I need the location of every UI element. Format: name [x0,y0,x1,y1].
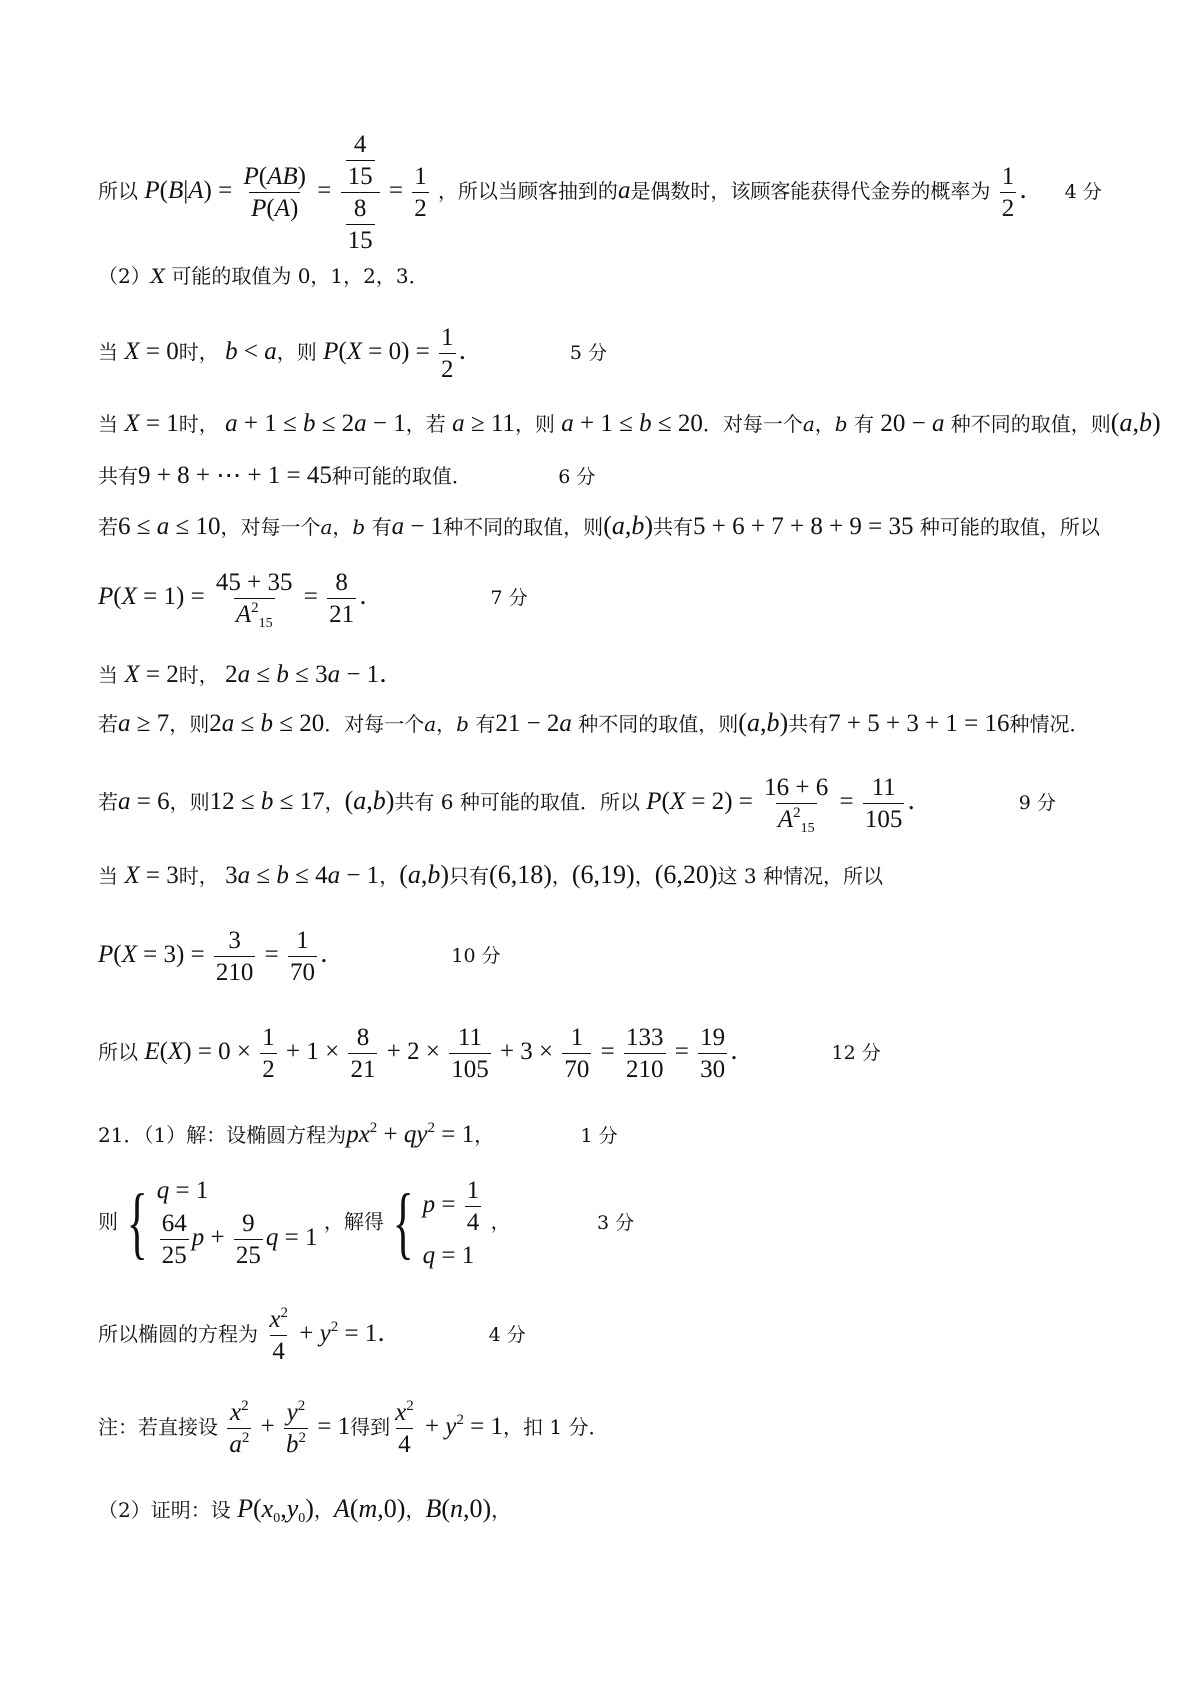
score: 5 分 [569,342,608,365]
text: 所以椭圆的方程为 [98,1322,258,1347]
text: ，则 [514,412,555,436]
text: 共有 6 种可能的取值．所以 [394,790,640,815]
score: 12 分 [831,1042,881,1065]
score: 4 分 [488,1324,526,1347]
text: ．对每一个 [324,712,425,736]
score: 3 分 [596,1211,635,1234]
text: 种可能的取值． [331,464,472,488]
text: 可能的取值为 0，1，2，3． [171,264,429,288]
line-x-2: 当 X = 2时， 2a ≤ b ≤ 3a − 1． [98,661,405,688]
text: ，则 [169,790,210,815]
text: 这 3 种情况，所以 [717,864,883,888]
formula-p-b-given-a: P(B|A) = $\frac{P(AB)}{P(A)}$ = $\frac{\frac{4}{15}}{\frac{8}{15}}$ = $\frac{1}{2}$ [144,131,427,254]
text: 当 [98,663,118,687]
text: 只有 [449,864,490,888]
text: （2） [98,264,151,288]
text: 当 [98,340,118,365]
line-expectation: 所以 E(X) = 0 × $\frac{1}{2}$ + 1 × $\frac{8}{21}$ + 2 × $\frac{11}{105}$ + 3 × $\frac{1}{70}$ = $\frac{133}{210}$ = $\frac{19}{30}$ ． 12 分 [98,1024,881,1083]
text: 时， [178,340,219,365]
line-count-35: 若6 ≤ a ≤ 10，对每一个a，b 有a − 1种不同的取值，则(a,b)共有5 + 6 + 7 + 8 + 9 = 35 种可能的取值，所以 [98,511,1100,540]
line-count-45: 共有9 + 8 + ⋯ + 1 = 45种可能的取值． 6 分 [98,462,596,489]
text: 若 [98,515,118,539]
text: ， [634,864,655,888]
line-x-values: （2）X 可能的取值为 0，1，2，3． [98,264,429,288]
line-count-16: 若a ≥ 7，则2a ≤ b ≤ 20．对每一个a，b 有21 − 2a 种不同的取值，则(a,b)共有7 + 5 + 3 + 1 = 16种情况． [98,708,1090,737]
text: ，对每一个 [220,515,321,539]
text: 若 [98,790,118,815]
line-proof: （2）证明：设 $P(x_0,y_0)$，A(m,0)，B(n,0)， [98,1494,512,1526]
text: 当 [98,864,118,888]
text: 21．（1）解：设椭圆方程为 [98,1123,347,1147]
line-x-3: 当 X = 3时， 3a ≤ b ≤ 4a − 1，(a,b)只有(6,18)，(6,19)，(6,20)这 3 种情况，所以 [98,860,883,889]
text: 有 [475,712,496,736]
text: ，则 [169,712,210,736]
text: ， [324,790,345,815]
text: 则 [98,1209,118,1234]
text: 有 [853,412,874,436]
score: 1 分 [580,1125,618,1147]
text: 是偶数时，该顾客能获得代金券的概率为 [630,179,991,204]
score: 7 分 [490,587,528,610]
text: 时， [178,412,219,436]
text: 时， [178,864,219,888]
text: 时， [178,663,219,687]
text: 所以 [98,1040,138,1065]
text: ， [474,1123,495,1147]
text: 有 [371,515,392,539]
text: ， [551,864,572,888]
text: 所以 [98,179,138,204]
text: ，则 [276,340,317,365]
score: 6 分 [558,466,596,488]
line-x-1: 当 X = 1时， a + 1 ≤ b ≤ 2a − 1，若 a ≥ 11，则 a + 1 ≤ b ≤ 20．对每一个a，b 有 20 − a 种不同的取值，则(a,b) [98,408,1161,437]
line-p-x-3: P(X = 3) = $\frac{3}{210}$ = $\frac{1}{70}$ ． 10 分 [98,927,501,986]
text: ，若 [405,412,446,436]
text: ， [436,712,457,736]
text: 种不同的取值，则 [443,515,604,539]
text: （2）证明：设 [98,1498,231,1522]
line-q21-ellipse: 21．（1）解：设椭圆方程为$px^2 + qy^2 = 1$， 1 分 [98,1120,618,1148]
line-conditional-probability: 所以 P(B|A) = $\frac{P(AB)}{P(A)}$ = $\frac{\frac{4}{15}}{\frac{8}{15}}$ = $\frac{1}{2}$ ，所以当顾客抽到的a是偶数时，该顾客能获得代金券的概率为 $\frac{1}{2}$ ． 4 分 [98,131,1102,254]
text: ， [814,412,835,436]
text: 共有 [788,712,829,736]
text: 共有 [653,515,694,539]
text: ，扣 1 分． [503,1415,609,1440]
text: 注：若直接设 [98,1415,218,1440]
text: 共有 [98,464,138,488]
score: 10 分 [451,945,501,968]
text: 当 [98,412,118,436]
text: ， [332,515,353,539]
line-system: 则 { q = 1 $\frac{64}{25}$ p + $\frac{9}{25}$ q = 1 ，解得 { p = $\frac{1}{4}$ q = 1 ， 3 分 [98,1177,635,1269]
text: 种情况． [1009,712,1090,736]
text: 种可能的取值，所以 [919,515,1100,539]
line-ellipse-eq: 所以椭圆的方程为 $\frac{x^2}{4}$ + $y^2 = 1$． 4 分 [98,1305,526,1365]
text: ， [379,864,400,888]
score: 4 分 [1064,181,1102,204]
text: ．对每一个 [702,412,803,436]
text: 种不同的取值，则 [950,412,1111,436]
line-p-x-2: 若a = 6，则12 ≤ b ≤ 17，(a,b)共有 6 种可能的取值．所以 P(X = 2) = $\frac{16 + 6}{A^2_{15}}$ = $\frac{11}{105}$ ． 9 分 [98,774,1056,836]
text: ， [490,1209,511,1234]
line-note: 注：若直接设 $\frac{x^2}{a^2}$ + $\frac{y^2}{b^2}$ = 1得到 $\frac{x^2}{4}$ + $y^2 = 1$，扣 1 分． [98,1398,609,1458]
text: ，解得 [323,1209,384,1234]
line-p-x-1: P(X = 1) = $\frac{45 + 35}{A^2_{15}}$ = $\frac{8}{21}$ ． 7 分 [98,569,528,631]
text: 若 [98,712,118,736]
line-x-0: 当 X = 0时， b < a，则 P(X = 0) = $\frac{1}{2}$ ． 5 分 [98,324,608,383]
text: 种不同的取值，则 [578,712,739,736]
text: 得到 [350,1415,391,1440]
score: 9 分 [1018,792,1056,815]
text: ，所以当顾客抽到的 [437,179,618,204]
